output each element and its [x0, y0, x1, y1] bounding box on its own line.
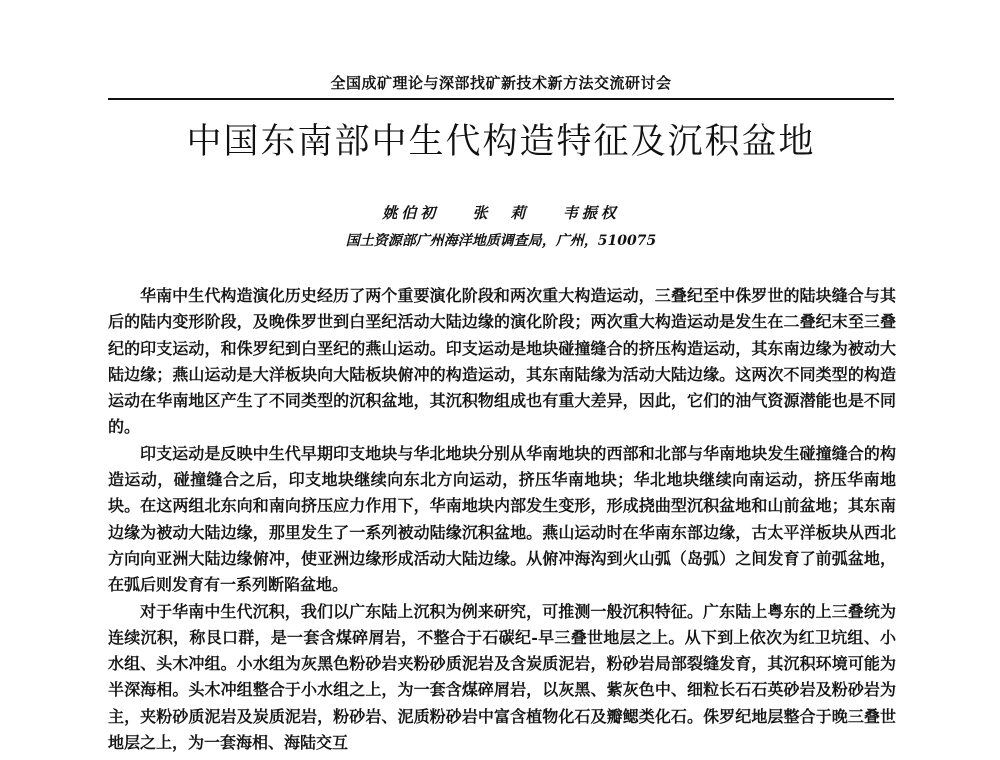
paper-title: 中国东南部中生代构造特征及沉积盆地: [186, 122, 816, 162]
author-2: 张 莉: [472, 204, 530, 222]
body-text: [108, 283, 896, 756]
header-divider: [108, 98, 894, 100]
body-paragraph-1: 华南中生代构造演化历史经历了两个重要演化阶段和两次重大构造运动，三叠纪至中侏罗世的陆块缝合与其后的陆内变形阶段，及晚侏罗世到白垩纪活动大陆边缘的演化阶段；两次重大构造运动是发生在二叠纪末至三叠纪的印支运动，和侏罗纪到白垩纪的燕山运动。印支运动是地块碰撞缝合的挤压构造运动，其东南边缘为被动大陆边缘；燕山运动是大洋板块向大陆板块俯冲的构造运动，其东南陆缘为活动大陆边缘。这两次不同类型的构造运动在华南地区产生了不同类型的沉积盆地，其沉积物组成也有重大差异，因此，它们的油气资源潜能也是不同的。: [108, 286, 896, 437]
author-affiliation: 国土资源部广州海洋地质调查局，广州，510075: [345, 233, 657, 249]
body-paragraph-2: 印支运动是反映中生代早期印支地块与华北地块分别从华南地块的西部和北部与华南地块发生碰撞缝合的构造运动，碰撞缝合之后，印支地块继续向东北方向运动，挤压华南地块；华北地块继续向南运动，挤压华南地块。在这两组北东向和南向挤压应力作用下，华南地块内部发生变形，形成挠曲型沉积盆地和山前盆地；其东南边缘为被动大陆边缘，那里发生了一系列被动陆缘沉积盆地。燕山运动时在华南东部边缘，古太平洋板块从西北方向向亚洲大陆边缘俯冲，使亚洲边缘形成活动大陆边缘。从俯冲海沟到火山弧（岛弧）之间发育了前弧盆地，在弧后则发育有一系列断陷盆地。: [108, 443, 896, 595]
author-1: 姚伯初: [382, 204, 440, 222]
author-list: [108, 202, 894, 224]
body-paragraph-3: 对于华南中生代沉积，我们以广东陆上沉积为例来研究，可推测一般沉积特征。广东陆上粤东的上三叠统为连续沉积，称艮口群，是一套含煤碎屑岩，不整合于石碳纪-早三叠世地层之上。从下到上依次为红卫坑组、小水组、头木冲组。小水组为灰黑色粉砂岩夹粉砂质泥岩及含炭质泥岩，粉砂岩局部裂缝发育，其沉积环境可能为半深海相。头木冲组整合于小水组之上，为一套含煤碎屑岩，以灰黑、紫灰色中、细粒长石石英砂岩及粉砂岩为主，夹粉砂质泥岩及炭质泥岩，粉砂岩、泥质粉砂岩中富含植物化石及瓣鳃类化石。侏罗纪地层整合于晚三叠世地层之上，为一套海相、海陆交互: [108, 601, 896, 753]
author-3: 韦振权: [562, 204, 620, 222]
running-header: 全国成矿理论与深部找矿新技术新方法交流研讨会: [330, 74, 672, 92]
